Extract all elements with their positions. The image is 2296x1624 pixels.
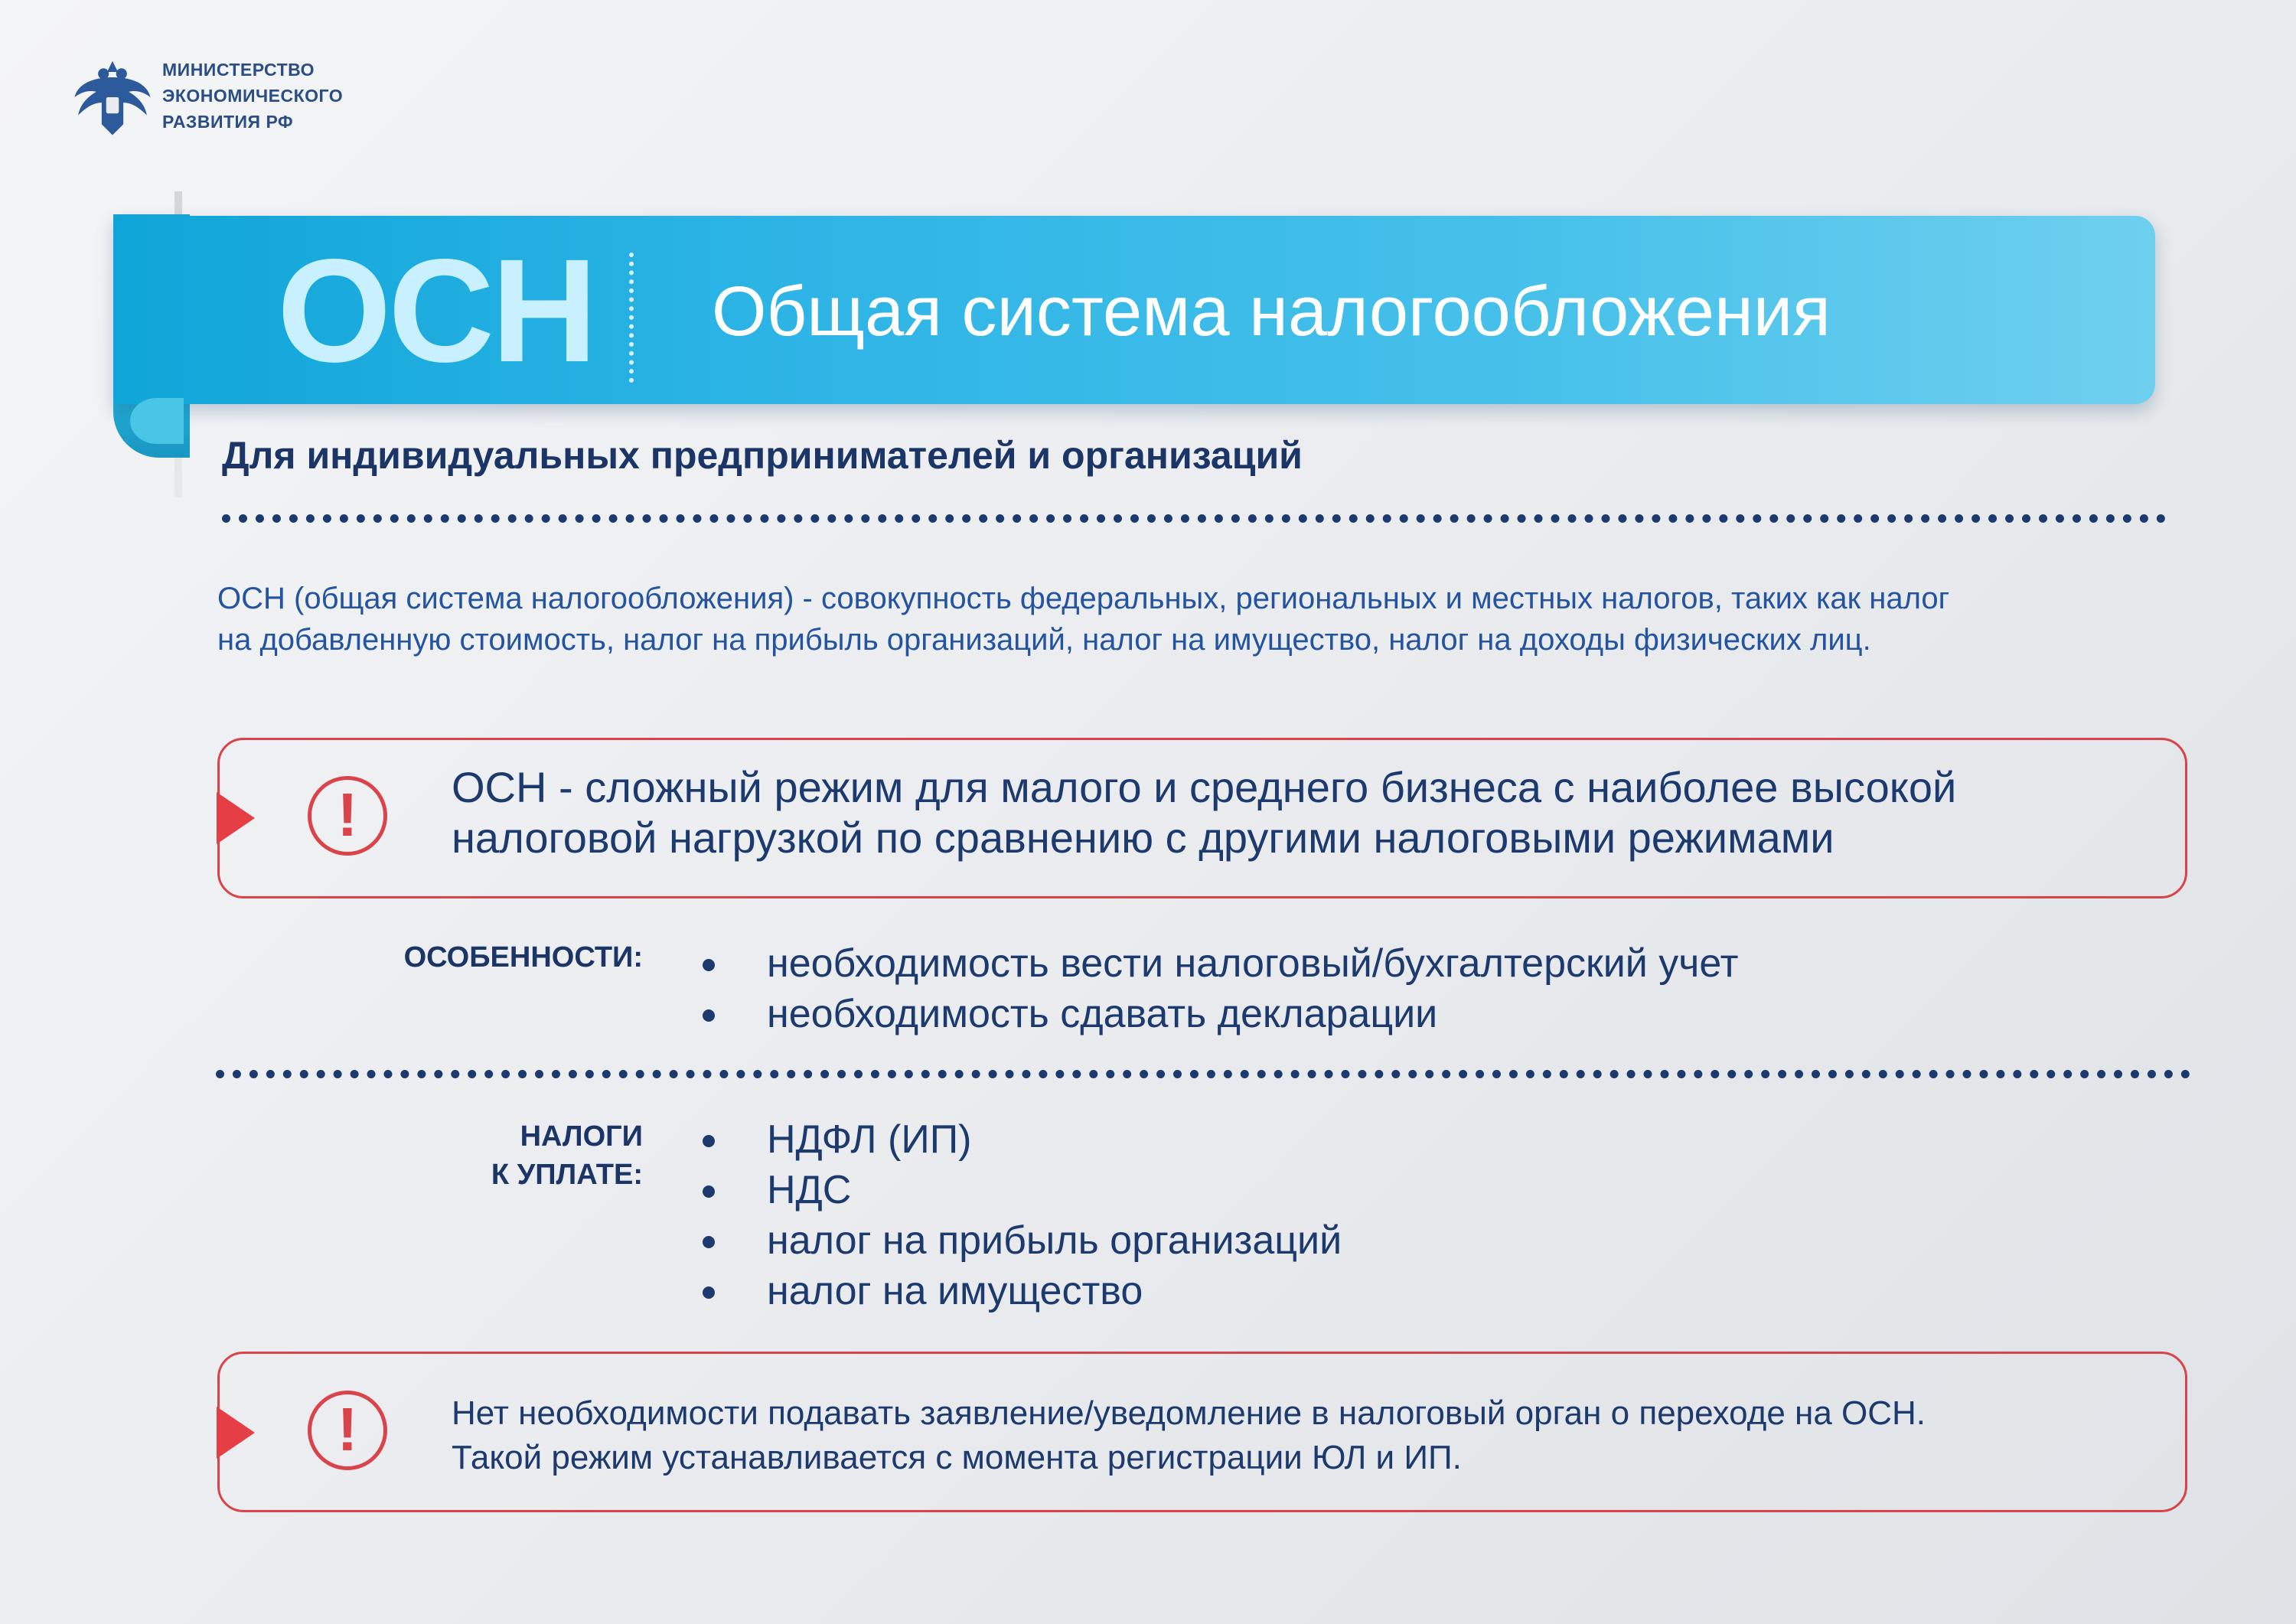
arrow-marker-icon <box>217 1407 255 1459</box>
list-item: налог на имущество <box>703 1266 1342 1316</box>
intro-paragraph <box>217 578 2207 660</box>
alert-text-complexity <box>452 762 1956 863</box>
list-item: НДС <box>703 1165 1342 1215</box>
banner-abbreviation: ОСН <box>277 228 595 393</box>
arrow-marker-icon <box>217 792 255 844</box>
dotted-divider-top <box>222 514 2166 523</box>
features-list <box>703 938 1738 1039</box>
features-label-text: ОСОБЕННОСТИ: <box>403 941 643 973</box>
emblem-icon <box>67 52 158 142</box>
dotted-divider-middle <box>216 1070 2190 1078</box>
list-item: необходимость вести налоговый/бухгалтерский учет <box>703 938 1738 989</box>
alert2-line-2: Такой режим устанавливается с момента регистрации ЮЛ и ИП. <box>452 1439 1462 1476</box>
exclamation-icon: ! <box>308 1391 387 1470</box>
banner-divider <box>629 253 634 383</box>
taxes-label-line-2: К УПЛАТЕ: <box>491 1159 643 1191</box>
alert2-line-1: Нет необходимости подавать заявление/уведомление в налоговый орган о переходе на ОСН. <box>452 1394 1926 1432</box>
exclamation-icon: ! <box>308 776 387 856</box>
audience-subtitle: Для индивидуальных предпринимателей и организаций <box>222 434 1303 477</box>
taxes-label <box>491 1117 643 1194</box>
taxes-label-line-1: НАЛОГИ <box>520 1120 643 1153</box>
alert-text-registration <box>452 1391 1926 1480</box>
banner-title: Общая система налогообложения <box>712 272 1831 351</box>
list-item: необходимость сдавать декларации <box>703 989 1738 1039</box>
ministry-name <box>162 57 343 135</box>
ministry-line-3: РАЗВИТИЯ РФ <box>162 112 294 132</box>
intro-line-2: на добавленную стоимость, налог на прибыль организаций, налог на имущество, налог на доходы физических лиц. <box>217 623 1871 657</box>
list-item: налог на прибыль организаций <box>703 1215 1342 1266</box>
features-label <box>404 938 643 977</box>
list-item: НДФЛ (ИП) <box>703 1114 1342 1165</box>
taxes-list <box>703 1114 1342 1316</box>
ribbon-curl-inner <box>130 398 184 444</box>
ministry-line-1: МИНИСТЕРСТВО <box>162 60 315 80</box>
alert1-line-1: ОСН - сложный режим для малого и среднего бизнеса с наиболее высокой <box>452 763 1957 811</box>
intro-line-1: ОСН (общая система налогообложения) - совокупность федеральных, региональных и местных налогов, таких как налог <box>217 582 1950 615</box>
alert1-line-2: налоговой нагрузкой по сравнению с другими налоговыми режимами <box>452 814 1835 862</box>
ministry-line-2: ЭКОНОМИЧЕСКОГО <box>162 86 344 106</box>
